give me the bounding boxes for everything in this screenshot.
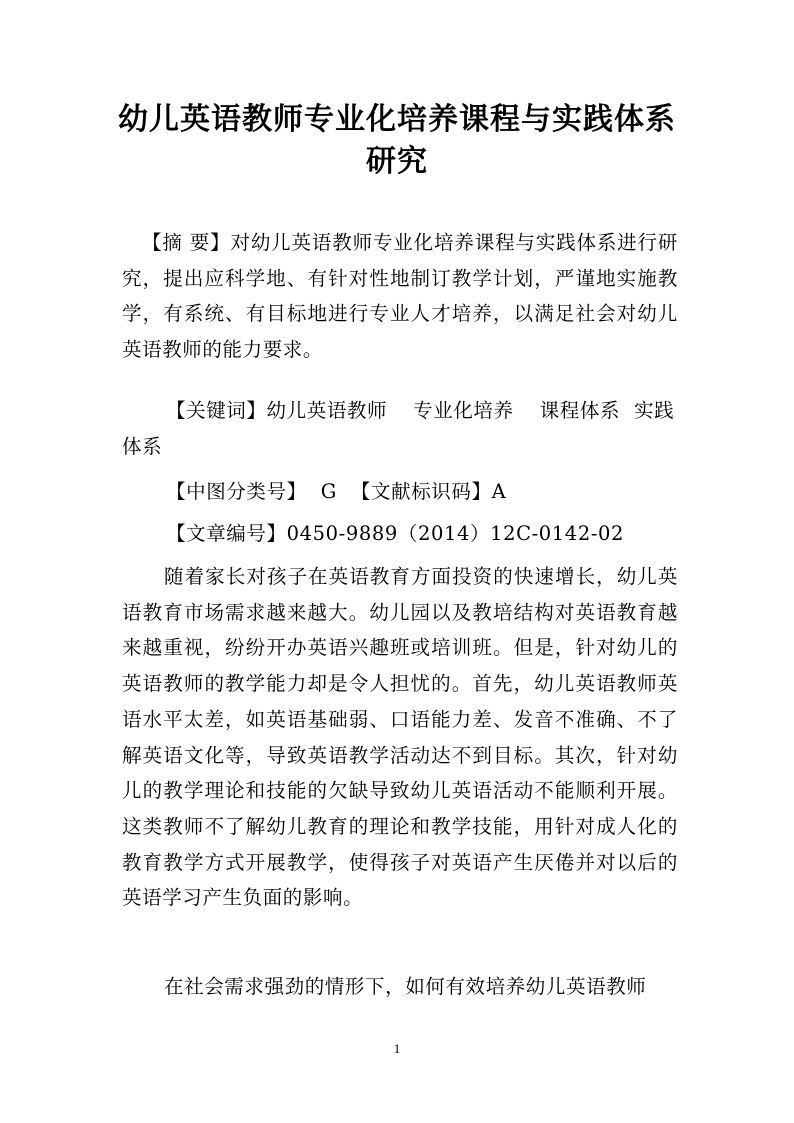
keyword-item: 实践体系 — [122, 399, 675, 458]
article-number-line — [122, 516, 722, 552]
keyword-item: 幼儿英语教师 — [266, 399, 388, 422]
body-paragraph: 随着家长对孩子在英语教育方面投资的快速增长，幼儿英语教育市场需求越来越大。幼儿园以及教培结构对英语教育越来越重视，纷纷开办英语兴趣班或培训班。但是，针对幼儿的英语教师的教学能力却是令人担忧的。首先，幼儿英语教师英语水平太差，如英语基础弱、口语能力差、发音不准确、不了解英语文化等，导致英语教学活动达不到目标。其次，针对幼儿的教学理论和技能的欠缺导致幼儿英语活动不能顺利开展。这类教师不了解幼儿教育的理论和教学技能，用针对成人化的教育教学方式开展教学，使得孩子对英语产生厌倦并对以后的英语学习产生负面的影响。 — [122, 565, 678, 910]
clc-label: 【中图分类号】 — [166, 480, 307, 503]
keywords — [122, 393, 678, 464]
article-number-value: 0450-9889（2014）12C-0142-02 — [286, 522, 625, 545]
abstract — [122, 225, 678, 368]
keyword-item: 专业化培养 — [413, 399, 514, 422]
clc-value: G — [320, 480, 337, 503]
document-title-line-1: 幼儿英语教师专业化培养课程与实践体系 — [118, 102, 676, 137]
keywords-label: 【关键词】 — [166, 399, 267, 422]
abstract-text: 对幼儿英语教师专业化培养课程与实践体系进行研究，提出应科学地、有针对性地制订教学计划，严谨地实施教学，有系统、有目标地进行专业人才培养，以满足社会对幼儿英语教师的能力要求。 — [122, 231, 678, 362]
document-title-line-2: 研究 — [366, 144, 428, 179]
article-number-label: 【文章编号】 — [166, 522, 287, 545]
body-paragraph: 在社会需求强劲的情形下，如何有效培养幼儿英语教师 — [164, 975, 647, 998]
keyword-item: 课程体系 — [539, 399, 621, 422]
document-code-label: 【文献标识码】 — [350, 480, 492, 503]
abstract-label: 【摘 要】 — [142, 231, 231, 254]
document-code-value: A — [491, 480, 507, 503]
classification-line — [122, 474, 722, 510]
page-number: 1 — [393, 1041, 401, 1056]
